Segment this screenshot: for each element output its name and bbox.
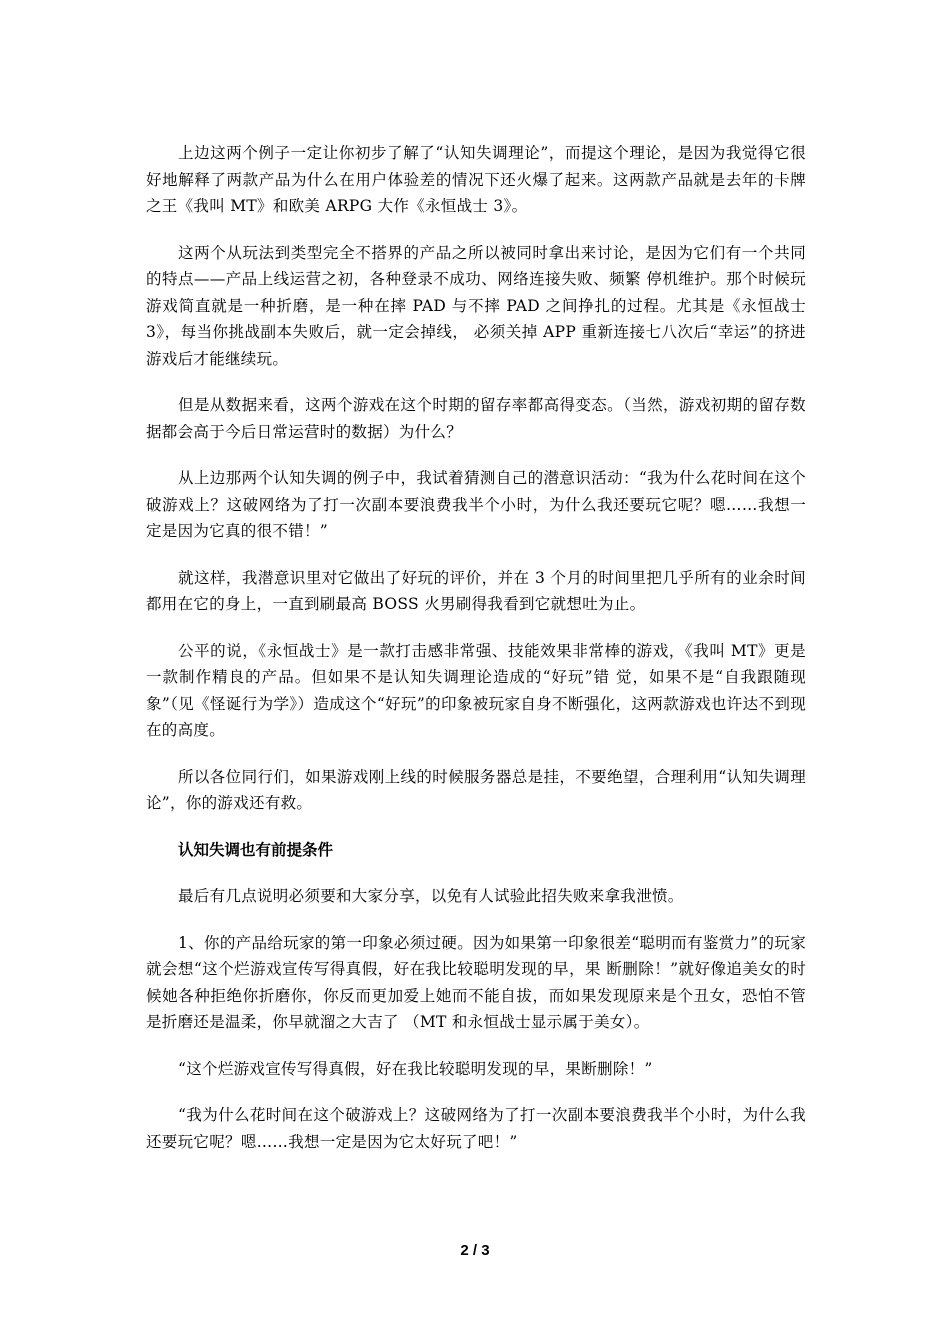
paragraph-3: 但是从数据来看，这两个游戏在这个时期的留存率都高得变态。（当然，游戏初期的留存数据都会高于今后日常运营时的数据）为什么？	[146, 396, 806, 441]
document-body	[146, 140, 806, 1175]
paragraph-1: 上边这两个例子一定让你初步了解了“认知失调理论”，而提这个理论，是因为我觉得它很好地解释了两款产品为什么在用户体验差的情况下还火爆了起来。这两款产品就是去年的卡牌之王《我叫 MT》和欧美 ARPG 大作《永恒战士 3》。	[146, 144, 806, 215]
page-number: 2 / 3	[460, 1242, 490, 1259]
paragraph-5: 就这样，我潜意识里对它做出了好玩的评价，并在 3 个月的时间里把几乎所有的业余时间都用在它的身上，一直到刷最高 BOSS 火男刷得我看到它就想吐为止。	[146, 568, 806, 613]
paragraph-4: 从上边那两个认知失调的例子中，我试着猜测自己的潜意识活动：“我为什么花时间在这个破游戏上？这破网络为了打一次副本要浪费我半个小时，为什么我还要玩它呢？嗯……我想一定是因为它真的很不错！”	[146, 469, 806, 540]
section-heading: 认知失调也有前提条件	[178, 840, 334, 859]
paragraph-7: 所以各位同行们，如果游戏刚上线的时候服务器总是挂，不要绝望，合理利用“认知失调理论”，你的游戏还有救。	[146, 767, 806, 812]
paragraph-2: 这两个从玩法到类型完全不搭界的产品之所以被同时拿出来讨论，是因为它们有一个共同的特点——产品上线运营之初，各种登录不成功、网络连接失败、频繁 停机维护。那个时候玩游戏简直就是一种折磨，是一种在摔 PAD 与不摔 PAD 之间挣扎的过程。尤其是《永恒战士 3》，每当你挑战副本失败后，就一定会掉线， 必须关掉 APP 重新连接七八次后“幸运”的挤进游戏后才能继续玩。	[146, 243, 806, 368]
quote-1: “这个烂游戏宣传写得真假，好在我比较聪明发现的早，果断删除！”	[178, 1059, 653, 1078]
paragraph-9: 1、你的产品给玩家的第一印象必须过硬。因为如果第一印象很差“聪明而有鉴赏力”的玩家就会想“这个烂游戏宣传写得真假，好在我比较聪明发现的早，果 断删除！”就好像追美女的时候她各种拒绝你折磨你，你反而更加爱上她而不能自拔，而如果发现原来是个丑女，恐怕不管是折磨还是温柔，你早就溜之大吉了 （MT 和永恒战士显示属于美女）。	[146, 933, 806, 1031]
paragraph-8: 最后有几点说明必须要和大家分享，以免有人试验此招失败来拿我泄愤。	[178, 887, 684, 905]
quote-2: “我为什么花时间在这个破游戏上？这破网络为了打一次副本要浪费我半个小时，为什么我还要玩它呢？嗯……我想一定是因为它太好玩了吧！”	[146, 1106, 806, 1151]
paragraph-6: 公平的说，《永恒战士》是一款打击感非常强、技能效果非常棒的游戏，《我叫 MT》更是一款制作精良的产品。但如果不是认知失调理论造成的“好玩”错 觉，如果不是“自我跟随现象”（见《怪诞行为学》）造成这个“好玩”的印象被玩家自身不断强化，这两款游戏也许达不到现在的高度。	[146, 641, 806, 739]
